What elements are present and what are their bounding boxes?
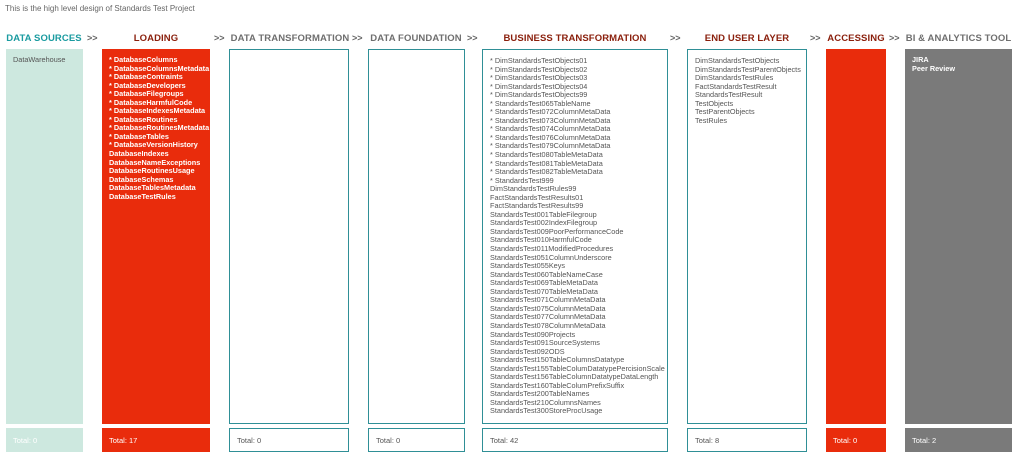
list-item: StandardsTest069TableMetaData: [490, 278, 598, 288]
flow-arrow: >>: [87, 33, 98, 43]
list-item: StandardsTest010HarmfulCode: [490, 235, 592, 245]
list-item: DataWarehouse: [13, 55, 66, 64]
flow-arrow: >>: [889, 33, 900, 43]
list-item: StandardsTest092ODS: [490, 346, 565, 356]
list-item: StandardsTest075ColumnMetaData: [490, 303, 606, 313]
list-item: * StandardsTest076ColumnMetaData: [490, 132, 611, 142]
accessing-total: Total: 0: [826, 428, 886, 452]
list-item: * StandardsTest081TableMetaData: [490, 158, 603, 168]
list-item: * DatabaseTables: [109, 131, 169, 141]
flow-arrow: >>: [467, 33, 478, 43]
list-item: StandardsTest001TableFilegroup: [490, 209, 597, 219]
list-item: JIRA: [912, 55, 929, 64]
bi-analytics-tool-header: BI & ANALYTICS TOOL: [905, 32, 1012, 44]
list-item: DimStandardsTestParentObjects: [695, 64, 801, 74]
list-item: TestObjects: [695, 98, 734, 108]
list-item: StandardsTest078ColumnMetaData: [490, 320, 606, 330]
business-transformation-column: [482, 49, 668, 424]
data-sources-column: [6, 49, 83, 424]
list-item: * DatabaseIndexesMetadata: [109, 106, 206, 116]
list-item: DatabaseIndexes: [109, 149, 169, 159]
bi-analytics-tool-total: Total: 2: [905, 428, 1012, 452]
list-item: StandardsTest051ColumnUnderscore: [490, 252, 612, 262]
list-item: * StandardsTest072ColumnMetaData: [490, 107, 611, 117]
list-item: DatabaseTablesMetadata: [109, 183, 196, 193]
list-item: StandardsTest060TableNameCase: [490, 269, 603, 279]
data-foundation-column: [368, 49, 465, 424]
list-item: * StandardsTest073ColumnMetaData: [490, 115, 611, 125]
list-item: DatabaseTestRules: [109, 191, 176, 201]
list-item: DatabaseNameExceptions: [109, 157, 201, 167]
list-item: TestRules: [695, 115, 728, 125]
list-item: * DimStandardsTestObjects99: [490, 90, 588, 100]
data-transformation-column: [229, 49, 349, 424]
business-transformation-header: BUSINESS TRANSFORMATION: [503, 32, 647, 44]
list-item: * DatabaseDevelopers: [109, 80, 186, 90]
list-item: * DatabaseColumnsMetadata: [109, 63, 210, 73]
data-sources-total: Total: 0: [6, 428, 83, 452]
list-item: StandardsTest156TableColumnDatatypeDataLength: [490, 372, 659, 382]
list-item: FactStandardsTestResult: [695, 81, 777, 91]
list-item: * DatabaseVersionHistory: [109, 140, 198, 150]
flow-arrow: >>: [810, 33, 821, 43]
list-item: * StandardsTest999: [490, 175, 554, 185]
list-item: StandardsTest300StoreProcUsage: [490, 406, 603, 416]
accessing-header: ACCESSING: [827, 32, 885, 44]
list-item: StandardsTest150TableColumnsDatatype: [490, 355, 625, 365]
list-item: StandardsTest090Projects: [490, 329, 576, 339]
list-item: StandardsTest070TableMetaData: [490, 286, 598, 296]
end-user-layer-header: END USER LAYER: [704, 32, 790, 44]
list-item: StandardsTest160TableColumPrefixSuffix: [490, 380, 625, 390]
data-foundation-total: Total: 0: [368, 428, 465, 452]
bi-analytics-tool-item-list: [912, 56, 1005, 73]
data-sources-item-list: [13, 56, 76, 65]
loading-header: LOADING: [133, 32, 179, 44]
business-transformation-total: Total: 42: [482, 428, 668, 452]
list-item: * StandardsTest074ColumnMetaData: [490, 124, 611, 134]
loading-total: Total: 17: [102, 428, 210, 452]
end-user-layer-total: Total: 8: [687, 428, 807, 452]
list-item: DimStandardsTestObjects: [695, 56, 780, 65]
list-item: StandardsTest155TableColumDatatypePercisionScale: [490, 363, 665, 373]
flow-arrow: >>: [670, 33, 681, 43]
list-item: * StandardsTest082TableMetaData: [490, 167, 603, 177]
intro-text: This is the high level design of Standards Test Project: [5, 4, 195, 13]
end-user-layer-item-list: [695, 57, 799, 125]
list-item: * DatabaseHarmfulCode: [109, 97, 193, 107]
list-item: FactStandardsTestResults01: [490, 192, 584, 202]
list-item: StandardsTest055Keys: [490, 261, 566, 271]
list-item: * DimStandardsTestObjects03: [490, 73, 588, 83]
business-transformation-item-list: [490, 56, 665, 416]
end-user-layer-column: [687, 49, 807, 424]
list-item: StandardsTest002IndexFilegroup: [490, 218, 598, 228]
list-item: StandardsTest077ColumnMetaData: [490, 312, 606, 322]
list-item: StandardsTest200TableNames: [490, 389, 590, 399]
list-item: * DimStandardsTestObjects04: [490, 81, 588, 91]
list-item: * StandardsTest080TableMetaData: [490, 150, 603, 160]
list-item: Peer Review: [912, 63, 955, 73]
data-transformation-header: DATA TRANSFORMATION: [230, 32, 350, 44]
list-item: * DimStandardsTestObjects01: [490, 56, 588, 65]
list-item: StandardsTest210ColumnsNames: [490, 397, 601, 407]
flow-arrow: >>: [352, 33, 363, 43]
data-sources-header: DATA SOURCES: [6, 32, 82, 44]
data-foundation-header: DATA FOUNDATION: [370, 32, 462, 44]
list-item: StandardsTest011ModifiedProcedures: [490, 244, 614, 254]
list-item: * DatabaseRoutinesMetadata: [109, 123, 210, 133]
list-item: * DatabaseColumns: [109, 55, 178, 64]
loading-column: [102, 49, 210, 424]
list-item: * DatabaseRoutines: [109, 114, 178, 124]
list-item: DatabaseRoutinesUsage: [109, 166, 195, 176]
list-item: * DatabaseFilegroups: [109, 89, 184, 99]
data-transformation-total: Total: 0: [229, 428, 349, 452]
bi-analytics-tool-column: [905, 49, 1012, 424]
list-item: * DimStandardsTestObjects02: [490, 64, 588, 74]
list-item: TestParentObjects: [695, 107, 755, 117]
list-item: StandardsTest009PoorPerformanceCode: [490, 226, 624, 236]
list-item: * DatabaseContraints: [109, 72, 183, 82]
accessing-column: [826, 49, 886, 424]
list-item: StandardsTestResult: [695, 90, 763, 100]
list-item: * StandardsTest065TableName: [490, 98, 591, 108]
list-item: StandardsTest071ColumnMetaData: [490, 295, 606, 305]
list-item: DatabaseSchemas: [109, 174, 174, 184]
flow-arrow: >>: [214, 33, 225, 43]
list-item: * StandardsTest079ColumnMetaData: [490, 141, 611, 151]
list-item: FactStandardsTestResults99: [490, 201, 584, 211]
list-item: DimStandardsTestRules99: [490, 184, 577, 194]
list-item: DimStandardsTestRules: [695, 73, 774, 83]
list-item: StandardsTest091SourceSystems: [490, 338, 600, 348]
loading-item-list: [109, 55, 210, 201]
